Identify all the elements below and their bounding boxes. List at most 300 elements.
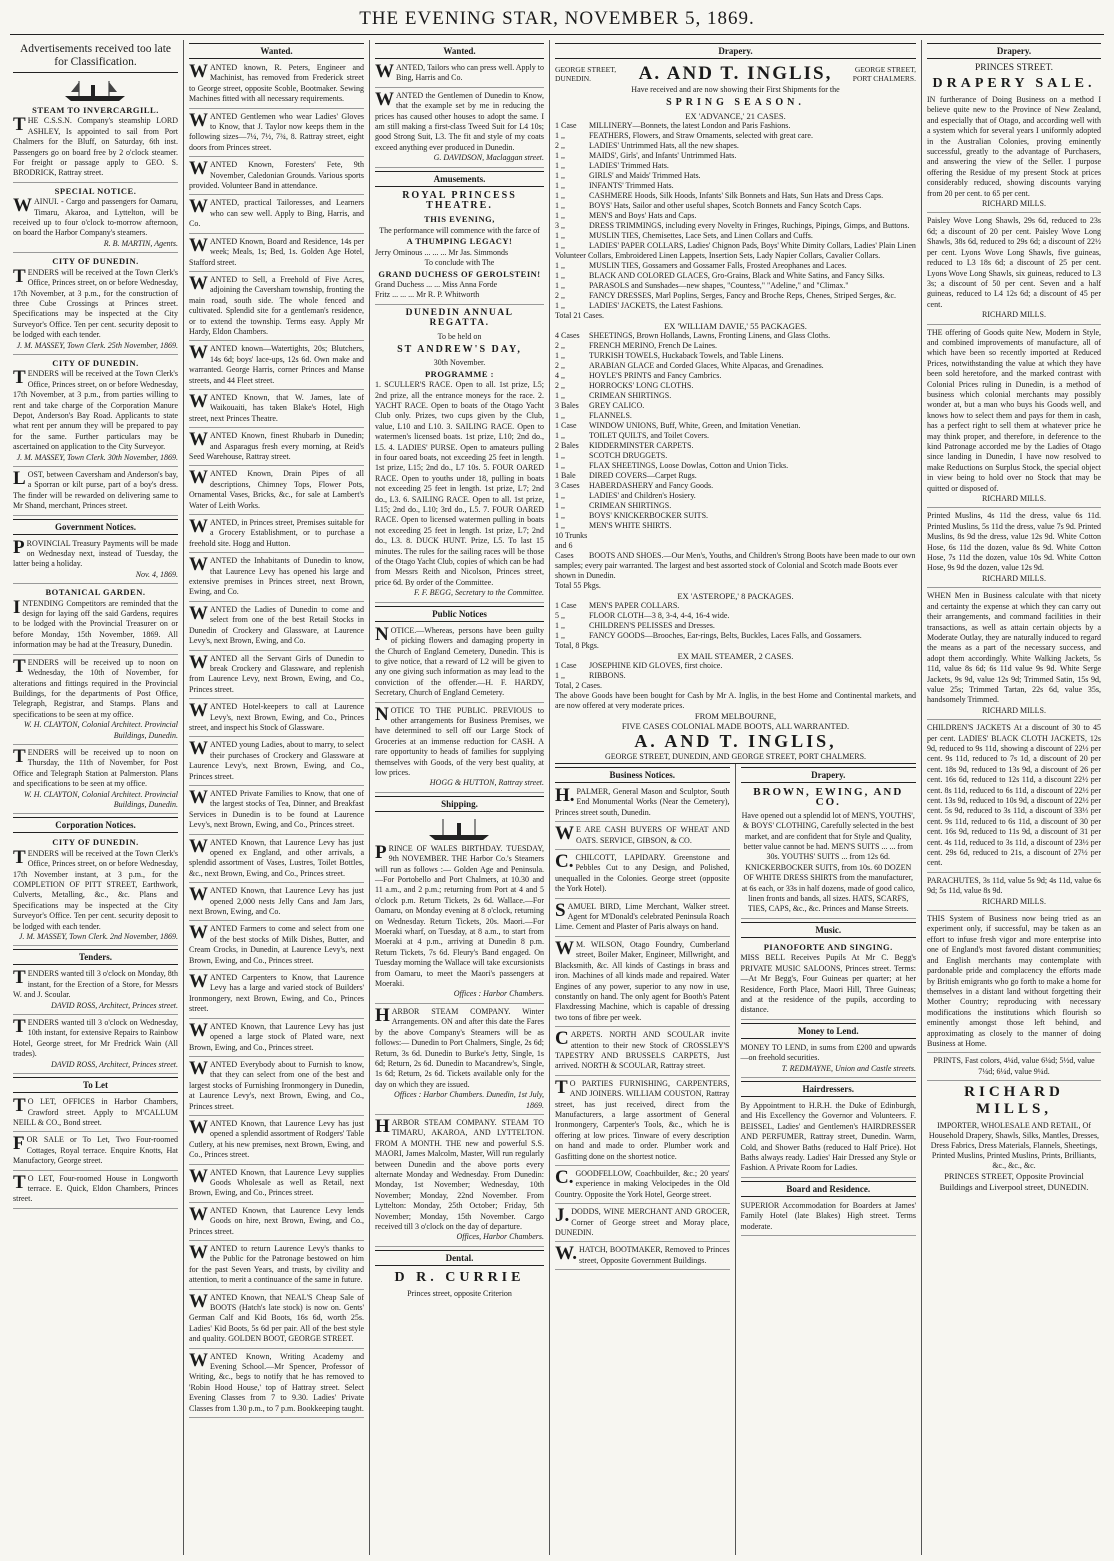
- item-description: FLANNELS.: [589, 411, 632, 420]
- theatre-cast-3: Fritz ... ... ... Mr R. P. Whitworth: [375, 290, 480, 300]
- item-quantity: 3 Cases: [555, 481, 580, 490]
- wanted-ad: [189, 431, 364, 466]
- theatre-evening: THIS EVENING,: [424, 214, 495, 225]
- wanted-list-2: [375, 63, 544, 168]
- item-quantity: 1 ,,: [555, 431, 565, 440]
- late-ad-signature: J. M. MASSEY, Town Clerk. 25th November, 1869.: [16, 340, 178, 350]
- wanted-ad: [189, 1057, 364, 1116]
- business-notice: [555, 853, 730, 899]
- late-ad-heading: STEAM TO INVERCARGILL.: [32, 105, 159, 115]
- wanted-ad: [189, 198, 364, 233]
- business-notices-heading: Business Notices.: [555, 767, 730, 783]
- steamship-icon: [61, 77, 131, 103]
- item-description: DIRED COVERS—Carpet Rugs.: [589, 471, 697, 480]
- public-notice: [375, 623, 544, 703]
- drapery-heading-3: Drapery.: [927, 43, 1101, 59]
- business-notices-list: [555, 787, 730, 1270]
- public-notices-list: [375, 623, 544, 793]
- item-quantity: 2 ,,: [555, 381, 565, 390]
- item-quantity: 1 ,,: [555, 301, 565, 310]
- item-description: FEATHERS, Flowers, and Straw Ornaments, selected with great care.: [589, 131, 813, 140]
- item-quantity: 5 ,,: [555, 611, 565, 620]
- theatre-conclude: To conclude with The: [424, 258, 495, 268]
- late-ad-heading: CITY OF DUNEDIN.: [52, 256, 139, 267]
- item-description: BOYS' KNICKERBOCKER SUITS.: [589, 511, 709, 520]
- business-notice: [555, 1030, 730, 1076]
- wanted-ad: [189, 556, 364, 602]
- item-description: FRENCH MERINO, French De Laines.: [589, 341, 717, 350]
- drapery-line-item: [555, 441, 916, 451]
- ship-1-title: EX 'ADVANCE,' 21 CASES.: [685, 111, 786, 121]
- mills-p9-text: PRINTS, Fast colors, 4¼d, value 6¼d; 5½d, value 7¼d; 6¼d, value 9¼d.: [933, 1056, 1095, 1076]
- late-ad: [13, 470, 178, 516]
- item-description: DRESS TRIMMINGS, including every Novelty in Fringes, Ruchings, Pipings, Gimps, and Buttons.: [589, 221, 910, 230]
- business-notice: [555, 1245, 730, 1270]
- to-let-list: [13, 1097, 178, 1209]
- item-description: FANCY DRESSES, Marl Poplins, Serges, Fancy and Broche Reps, Chenes, Striped Serges, &c.: [589, 291, 897, 300]
- business-notice-text: C.CHILCOTT, LAPIDARY. Greenstone and Pebbles Cut to any Design, and Polished, unequalled in the Colonies. George street (opposite the York Hotel).: [555, 851, 730, 894]
- business-notice-text: TO PARTIES FURNISHING, CARPENTERS, AND JOINERS. WILLIAM COUSTON, Rattray street, has just received, direct from the Manufacturers, a large assortment of General Ironmongery, Carpenter's Tools, &c., which he is offering at low prices. Tinware of every description on hand and made to order. Plumber work and Gasfitting done on the shortest notice.: [555, 1076, 730, 1161]
- business-notice: [555, 1207, 730, 1242]
- item-quantity: 1 ,,: [555, 621, 565, 630]
- to-let-ad: [13, 1135, 178, 1170]
- drapery-line-item: [555, 491, 916, 501]
- mills-p9: [927, 1056, 1101, 1081]
- item-description: GREY CALICO.: [589, 401, 645, 410]
- mills-sig-2: RICHARD MILLS.: [981, 310, 1046, 320]
- item-quantity: 4 Cases: [555, 331, 580, 340]
- regatta-day: ST ANDREW'S DAY,: [397, 343, 522, 355]
- ship-1-items: [555, 121, 916, 311]
- ship-2-total: Total 55 Pkgs.: [555, 581, 601, 590]
- drapery-line-item: [555, 601, 916, 611]
- wanted-ad: [189, 63, 364, 109]
- money-ad: [741, 1043, 917, 1078]
- late-ads-list: [13, 105, 178, 516]
- item-description: LADIES' Trimmed Hats.: [589, 161, 669, 170]
- wanted-ad: [189, 469, 364, 515]
- drapery-line-item: [555, 201, 916, 211]
- item-description: FLAX SHEETINGS, Loose Dowlas, Cotton and Union Ticks.: [589, 461, 789, 470]
- column-6: [922, 40, 1106, 1555]
- drapery-line-item: [555, 351, 916, 361]
- inglis-season: SPRING SEASON.: [666, 97, 805, 108]
- theatre-opera: GRAND DUCHESS OF GEROLSTEIN!: [378, 268, 541, 279]
- drapery-line-item: [555, 661, 916, 671]
- item-quantity: 1 ,,: [555, 161, 565, 170]
- item-description: MEN'S and Boys' Hats and Caps.: [589, 211, 697, 220]
- amusements-heading: Amusements.: [375, 171, 544, 187]
- ship-4-total: Total, 2 Cases.: [555, 681, 602, 690]
- column-4-5: [550, 40, 922, 1555]
- wanted-ad: [189, 1116, 364, 1165]
- drapery-line-item: [555, 121, 916, 131]
- wanted-ad: [189, 390, 364, 428]
- item-quantity: 1 Case: [555, 121, 577, 130]
- government-notice: [13, 587, 178, 654]
- mills-p1-text: IN furtherance of Doing Business on a method I believe quite new to the Province of New Zealand, and especially that of Otago, and according well with a system which for several years I uniformly adopted in the Australian Colonies, proving eminently successful, greatly to the advantage of Purchasers, and answering the view of the Seller. I purpose offering the Residue of my present Stock at prices considerably reduced, showing discounts varying from 20 per cent. to 65 per cent.: [927, 95, 1101, 198]
- wanted-ad-text: WANTED Known, Board and Residence, 14s per week; Meals, 1s; Bed, 1s. Golden Age Hotel, Stafford street.: [189, 234, 364, 267]
- inglis-firm: A. AND T. INGLIS,: [638, 63, 833, 84]
- late-ad: [13, 358, 178, 467]
- wanted-ad-text: WANTED known, R. Peters, Engineer and Machinist, has removed from Frederick street to George street, opposite Scoble, Bootmaker. Sewing Machines fitted with all necessary requirements.: [189, 61, 364, 104]
- regatta-sign: F. F. BEGG, Secretary to the Committee.: [413, 588, 544, 598]
- tenders-heading: Tenders.: [13, 949, 178, 965]
- late-ad-signature: J. M. MASSEY, Town Clerk. 30th November, 1869.: [16, 452, 178, 462]
- item-quantity: 1 ,,: [555, 151, 565, 160]
- item-quantity: 1 ,,: [555, 501, 565, 510]
- item-quantity: 2 ,,: [555, 291, 565, 300]
- government-notice-signature: W. H. CLAYTON, Colonial Architect. Provincial Buildings, Dunedin.: [23, 720, 178, 740]
- mills-sig-1: RICHARD MILLS.: [981, 199, 1046, 209]
- item-quantity: 2 ,,: [555, 141, 565, 150]
- item-quantity: 1 ,,: [555, 631, 565, 640]
- item-quantity: 1 ,,: [555, 391, 565, 400]
- ship-3-title: EX 'ASTEROPE,' 8 PACKAGES.: [677, 591, 794, 601]
- business-notice: [555, 1076, 730, 1166]
- item-description: MEN'S WHITE SHIRTS.: [589, 521, 672, 530]
- wanted-ad-text: WANTED Farmers to come and select from one of the best stocks of Milk Dishes, Butter, and Cream Crocks, in Dunedin, at Laurence Levy's, next Brown, Ewing, and Co., Princes street.: [189, 922, 364, 965]
- hairdresser-text: By Appointment to H.R.H. the Duke of Edinburgh, and His Excellency the Governor and Volunteers. F. BEISSEL, Ladies' and Gentlemen's HAIRDRESSER AND PERFUMER, Rattray street, Dunedin. Warm, Cold, and Shower Baths (reduced to Half Price). Hot Baths always ready. Ladies' Hair Dressed any Style or Fashion. A Private Room for Ladies.: [740, 1100, 916, 1173]
- wanted-ad: [189, 160, 364, 195]
- ship-4-title: EX MAIL STEAMER, 2 CASES.: [677, 651, 794, 661]
- wanted-heading: Wanted.: [189, 43, 364, 59]
- wanted-ad-text: WANTED Known, that Laurence Levy has just opened a splendid assortment of Rodgers' Table Cutlery, at his new premises, next Brown, Ewing, and Co., Princes street.: [189, 1116, 364, 1160]
- business-notice-text: WE ARE CASH BUYERS OF WHEAT AND OATS. SERVICE, GIBSON, & CO.: [555, 823, 730, 845]
- drapery-line-item: [555, 411, 916, 421]
- brown-ewing-text: Have opened out a splendid lot of MEN'S, YOUTHS', & BOYS' CLOTHING, Carefully selected in the best market, and are confident that for Style and Quality, better value cannot be had. MEN'S SUITS ... ... from 30s. YOUTHS' SUITS ... from 12s 6d. KNICKERBOCKER SUITS, from 10s. 60 DOZEN OF WHITE DRESS SHIRTS from the manufacturer, at 6s each, or 33s in half dozens, made of good calico, linen fronts and bands, all sizes. HATS, SCARFS, TIES, CAPS, &c., &c. Princes and Manse Streets.: [741, 810, 915, 914]
- late-ad: [13, 105, 178, 183]
- drapery-line-item: [555, 631, 916, 641]
- mills-p4: [927, 511, 1101, 588]
- theatre-name: ROYAL PRINCESS THEATRE.: [402, 189, 517, 212]
- item-description: LADIES' and Children's Hosiery.: [589, 491, 696, 500]
- item-quantity: 1 ,,: [555, 201, 565, 210]
- drapery-line-item: [555, 331, 916, 341]
- government-notices-list: [13, 536, 178, 815]
- business-notice-text: C.GOODFELLOW, Coachbuilder, &c.; 20 years' experience in making Velocipedes in the Old Country. Opposite the York Hotel, George street.: [555, 1167, 730, 1199]
- item-description: RIBBONS.: [589, 671, 626, 680]
- to-let-ad: [13, 1097, 178, 1132]
- drapery-line-item: [555, 301, 916, 311]
- item-quantity: 2 ,,: [555, 341, 565, 350]
- wanted-list: [189, 63, 364, 1418]
- item-quantity: 1 ,,: [555, 261, 565, 270]
- corporation-notice-heading: CITY OF DUNEDIN.: [52, 837, 139, 848]
- inglis-header: [555, 63, 916, 85]
- board-text: SUPERIOR Accommodation for Boarders at James' Family Hotel (late Blakes) High street. Terms moderate.: [740, 1200, 916, 1231]
- mills-sig-4: RICHARD MILLS.: [981, 573, 1046, 583]
- public-notice-text: NOTICE.—Whereas, persons have been guilty of picking flowers and damaging property in the Church of England Cemetery, Dunedin. This is to give notice, that a reward of L2 will be given to any one giving such information as may lead to the conviction of the offender.—H. F. HARDY, Secretary, Church of England Cemetery.: [375, 623, 544, 698]
- column-2: [184, 40, 370, 1555]
- wanted-ad-text: WANTED Everybody about to Furnish to know, that they can select from one of the best and largest stocks of Furnishing Ironmongery in Dunedin, at Laurence Levy's, next Brown, Ewing, and Co., Princes street.: [189, 1057, 364, 1111]
- item-quantity: 1 ,,: [555, 521, 565, 530]
- wanted-ad: [189, 835, 364, 884]
- public-notices-heading: Public Notices: [375, 606, 544, 622]
- drapery-line-item: [555, 671, 916, 681]
- mills-p5: [927, 591, 1101, 720]
- drapery-line-item: [555, 221, 916, 231]
- item-quantity: 1 ,,: [555, 131, 565, 140]
- steamer-icon: [425, 816, 495, 842]
- business-notice-text: W.HATCH, BOOTMAKER, Removed to Princes street, Opposite Government Buildings.: [555, 1243, 730, 1265]
- regatta-held: To be held on: [437, 331, 482, 341]
- item-description: BOYS' Hats, Sailor and other useful shapes, Scotch Bonnets and Fancy Scotch Caps.: [589, 201, 862, 210]
- lower-split: [550, 764, 921, 1555]
- business-notice: [555, 787, 730, 822]
- wanted-ad: [189, 109, 364, 158]
- business-notice-text: SAMUEL BIRD, Lime Merchant, Walker street. Agent for M'Donald's celebrated Peninsula Roach Lime. Cement and Plaster of Paris always on hand.: [555, 899, 730, 932]
- ship-2-title: EX 'WILLIAM DAVIE,' 55 PACKAGES.: [664, 321, 807, 331]
- shipping-ad-signature: Offices, Harbor Chambers.: [456, 1232, 544, 1242]
- corporation-notices-list: [13, 837, 178, 946]
- drapery-line-item: [555, 501, 916, 511]
- inglis-firm-footer: A. AND T. INGLIS,: [634, 731, 837, 751]
- shipping-ad-text: HARBOR STEAM COMPANY. STEAM TO TIMARU, AKAROA, AND LYTTELTON. FROM A MONTH. THE new and powerful S.S. MAORI, James Malcolm, Master, Will run regularly between Dunedin and the above ports every alternate Monday and Wednesday. From Dunedin: Monday, 1st November; Wednesday, 10th November; Monday, 22nd November. From Lyttelton: Monday, 25th October; Friday, 5th November; Monday, 15th November. Cargo received till 3 o'clock on the day of departure.: [375, 1115, 544, 1231]
- drapery-heading-2: Drapery.: [741, 767, 917, 783]
- drapery-line-item: [555, 391, 916, 401]
- wanted-ad: [189, 1290, 364, 1349]
- theatre-ad: [375, 191, 544, 305]
- wanted-ad: [189, 1019, 364, 1057]
- drapery-line-item: [555, 381, 916, 391]
- wanted-ad-text: WANTED, practical Tailoresses, and Learners who can sew well. Apply to Bing, Harris, and Co.: [189, 196, 364, 229]
- shipping-ad-text: PRINCE OF WALES BIRTHDAY. TUESDAY, 9th NOVEMBER. THE Harbor Co.'s Steamers will run as follows :— Golden Age and Peninsula.—For Portobello and Port Chalmers, at 10.30 and 11 a.m., and 2 p.m.; returning from Port at 4 and 5 o'clock p.m. Return Tickets, 2s 6d. Wallace.—For Oamaru, on Monday evening at 8 o'clock, returning on Wednesday. Return Tickets, 20s. Maori.—For Moeraki wharf, on Tuesday, at 8 a.m., to start from Moeraki at 4 p.m., arriving at Dunedin 8 p.m. Return Tickets, 7s 6d. Fleury's Band engaged. On Tuesday morning the Wallace will take excursionists from Oamaru, to meet the Maori's passengers at Moeraki.: [375, 841, 544, 989]
- corporation-notice-signature: J. M. MASSEY, Town Clerk. 2nd November, 1869.: [18, 932, 178, 942]
- item-quantity: 3 Bales: [555, 401, 579, 410]
- wanted-ad: [189, 518, 364, 553]
- item-description: CRIMEAN SHIRTINGS.: [589, 391, 672, 400]
- business-notice-text: WM. WILSON, Otago Foundry, Cumberland street, Boiler Maker, Engineer, Millwright, and Blacksmith, &c. All kinds of Castings in brass and iron. Machines of all kinds made and repaired. Water Engines of any power, superior to any now in use, constantly on hand. The only agent for Booth's Patent Flaxdressing Machine, which is capable of dressing two tons of fibre per week.: [555, 937, 730, 1022]
- government-notice-text: PROVINCIAL Treasury Payments will be made on Wednesday next, instead of Tuesday, the latter being a holiday.: [13, 536, 178, 569]
- late-ad-text: WAINUI. - Cargo and passengers for Oamaru, Timaru, Akaroa, and Lyttelton, will be received up to four o'clock to-morrow afternoon, on board the Harbor Company's steamers.: [13, 195, 178, 238]
- money-text: MONEY TO LEND, in sums from £200 and upwards—on freehold securities.: [740, 1042, 916, 1063]
- business-notice: [555, 937, 730, 1027]
- to-let-ad-text: TO LET, OFFICES in Harbor Chambers, Crawford street. Apply to M'CALLUM NEILL & CO., Bond street.: [13, 1095, 178, 1127]
- late-ad: [13, 186, 178, 253]
- government-notice: [13, 536, 178, 585]
- inglis-intro: Have received and are now showing their First Shipments for the: [631, 85, 840, 94]
- wanted-ad-text: WANTED to Sell, a Freehold of Five Acres, adjoining the Caversham township, fronting the main road, south side. The whole fenced and cultivated. Splendid site for a gentleman's residence, or to extend the township. Terms easy. Apply Mr Hardy, Eldon Chambers.: [189, 272, 364, 336]
- mills-p2-text: Paisley Wove Long Shawls, 29s 6d, reduced to 23s 6d; a discount of 20 per cent. Paisley Wove Long Shawls, 38s 6d, reduced to 29s 6d; a discount of 22½ per cent. Lyons Wove Long Shawls, five guineas, reduced to L3 18s 6d; a discount of 25 per cent. Lyons Wove Long Shawls, six guineas, reduced to L3 3s; a discount of 50 per cent. Seven and a half guineas, reduced to L4 12s 6d; a discount of 45 per cent.: [927, 216, 1101, 309]
- shipping-ad-text: HARBOR STEAM COMPANY. Winter Arrangements. ON and after this date the Fares by the above Company's Steamers will be as follows:— Dunedin to Port Chalmers, Single, 2s 6d; Return, 3s 6d. Dunedin to Burke's Jetty, Single, 1s 6d; Return, 2s 6d. Dunedin to Macandrew's, Single, 1s 6d; Return, 2s 6d. Tickets available only for the day on which they are issued.: [375, 1004, 544, 1089]
- princes-street: PRINCES STREET.: [975, 63, 1053, 73]
- corporation-notice-text: TENDERS will be received at the Town Clerk's Office, Princes street, on or before Wednesday, 17th November instant, at 3 p.m., for the COMPLETION OF PITT STREET, Earthwork, Culverts, Metalling, &c., &c. Plans and Specifications may be inspected at the City Surveyor's Office. Ten per cent. security deposit to be lodged with each tender.: [13, 846, 178, 931]
- wanted-ad-text: WANTED, in Princes street, Premises suitable for a Grocery Establishment, or to purchase a freehold site. Hogg and Hutton.: [189, 516, 364, 548]
- item-description: CASHMERE Hoods, Silk Hoods, Infants' Silk Bonnets and Hats, Sun Hats and Dress Caps.: [589, 191, 884, 200]
- wanted-ad-text: WANTED Known, Writing Academy and Evening School.—Mr Spencer, Professor of Writing, &c., begs to notify that he has removed to 'Robin Hood House,' top of Hattray street. Select Evening Classes from 7 to 9.30. Ladies' Private Classes from 1.30 p.m., to 7 p.m. Bookkeeping taught.: [189, 1349, 364, 1413]
- wanted-ad: [189, 602, 364, 651]
- drapery-line-item: [555, 471, 916, 481]
- government-notice-signature: W. H. CLAYTON, Colonial Architect. Provincial Buildings, Dunedin.: [23, 789, 178, 809]
- drapery-line-item: [555, 281, 916, 291]
- music-title: PIANOFORTE AND SINGING.: [763, 941, 893, 952]
- mills-p8: [927, 914, 1101, 1053]
- item-description: CRIMEAN SHIRTINGS.: [589, 501, 672, 510]
- late-ads-heading: Advertisements received too late for Classification.: [13, 43, 178, 73]
- wanted-ad-text: WANTED known—Watertights, 20s; Blutchers, 14s 6d; boys' lace-ups, 12s 6d. Own make and warranted. George Harris, corner Princes and Manse streets, and 44 Fleet street.: [189, 342, 364, 385]
- item-description: SCOTCH DRUGGETS.: [589, 451, 668, 460]
- item-description: WINDOW UNIONS, Buff, White, Green, and Imitation Venetian.: [589, 421, 801, 430]
- item-description: INFANTS' Trimmed Hats.: [589, 181, 674, 190]
- to-let-ad-text: TO LET, Four-roomed House in Longworth terrace. E. Quick, Eldon Chambers, Princes street.: [13, 1171, 178, 1204]
- drapery-line-item: [555, 211, 916, 221]
- wanted-ad-text: WANTED Known, that Laurence Levy supplies Goods Wholesale as well as Retail, next Brown, Ewing, and Co., Princes street.: [189, 1165, 364, 1198]
- late-ad-text: TENDERS will be received at the Town Clerk's Office, Princes street, on or before Wednesday, 17th November, at 3 p.m., for the construction of three Cube Crossings at Princes street. Specifications may be inspected at the City Surveyor's Office. Ten per cent. security deposit to be lodged with each tender.: [13, 265, 178, 340]
- drapery-line-item: [555, 511, 916, 521]
- business-notice-text: H.PALMER, General Mason and Sculptor, South End Monumental Works (Near the Cemetery), Princes street south, Dunedin.: [555, 785, 730, 817]
- late-ad: [13, 256, 178, 355]
- drapery-line-item: [555, 161, 916, 171]
- wanted-ad: [189, 1349, 364, 1418]
- item-description: MUSLIN TIES, Gossamers and Gossamer Falls, Frosted Areophanes and Laces.: [589, 261, 847, 270]
- wanted-ad-text: WANTED young Ladies, about to marry, to select their purchases of Crockery and Glassware at Laurence Levy's, next Brown, Ewing, and Co., Princes street.: [189, 738, 364, 781]
- tender-notice: [13, 969, 178, 1015]
- item-description: HORROCKS' LONG CLOTHS.: [589, 381, 694, 390]
- regatta-name: DUNEDIN ANNUAL REGATTA.: [405, 307, 514, 329]
- ship-3-items: [555, 601, 916, 641]
- item-quantity: 1 ,,: [555, 281, 565, 290]
- wanted-ad-text: WANTED Known, that NEAL'S Cheap Sale of BOOTS (Hatch's late stock) is now on. Gents' German Calf and Kid Boots, 16s 6d, worth 25s. Ladies' Kid Boots, 5s 6d per pair. All of the best style and quality. GOLDEN BOOT, GEORGE STREET.: [189, 1290, 364, 1344]
- theatre-cast-2: Grand Duchess ... ... Miss Anna Forde: [375, 279, 498, 289]
- shipping-heading: Shipping.: [375, 796, 544, 812]
- to-let-ad: [13, 1171, 178, 1209]
- column-1: [8, 40, 184, 1555]
- drapery-line-item: [555, 621, 916, 631]
- late-ad-signature: R. B. MARTIN, Agents.: [103, 238, 178, 248]
- tender-notice-text: TENDERS wanted till 3 o'clock on Wednesday, 10th instant, for extensive Repairs to Rainbow Hotel, George street, for Mr Fredrick Wain (All trades).: [13, 1016, 178, 1059]
- column-5-lower: [736, 764, 922, 1555]
- item-description: KIDDERMINSTER CARPETS.: [589, 441, 694, 450]
- item-description: CHILDREN'S PELISSES and Dresses.: [589, 621, 715, 630]
- inglis-melbourne: FROM MELBOURNE,: [694, 711, 777, 721]
- late-ad-text: THE C.S.S.N. Company's steamship LORD ASHLEY, Is appointed to sail from Port Chalmers for the Bluff, on Saturday, 6th inst. Passengers go on board free by 2 o'clock steamer. For freight or passage apply to GEO. S. BRODRICK, Rattray street.: [13, 114, 178, 178]
- to-let-heading: To Let: [13, 1077, 178, 1093]
- inglis-ad: [550, 40, 921, 764]
- inglis-address-footer: GEORGE STREET, DUNEDIN, AND GEORGE STREET, PORT CHALMERS.: [555, 752, 916, 764]
- item-description: LADIES' PAPER COLLARS, Ladies' Chignon Pads, Boys' White Dimity Collars, Ladies' Plain Linen Volunteer Collars, Embroidered Linen Lappets, Insertion Sets, Lady Napier Collars, Cavalier Collars.: [555, 241, 916, 260]
- government-notice-signature: Nov. 4, 1869.: [135, 569, 178, 579]
- item-description: MILLINERY—Bonnets, the latest London and Paris Fashions.: [589, 121, 791, 130]
- mills-sig-3: RICHARD MILLS.: [981, 494, 1046, 504]
- item-quantity: 1 Case: [555, 661, 577, 670]
- wanted-ad-text: WANTED Known, that Laurence Levy has just opened ex England, and other arrivals, a splendid assortment of Vases, Lustres, Toilet Bottles, &c., next Brown, Ewing, and Co., Princes street.: [189, 835, 364, 878]
- wanted-ad: [189, 1165, 364, 1203]
- theatre-farce: A THUMPING LEGACY!: [406, 236, 513, 247]
- item-description: PARASOLS and Sunshades—new shapes, "Countess," "Adeline," and "Climax.": [589, 281, 849, 290]
- drapery-line-item: [555, 431, 916, 441]
- business-notice: [555, 825, 730, 850]
- item-quantity: 1 ,,: [555, 181, 565, 190]
- mills-p2: [927, 216, 1101, 324]
- music-ad: [741, 942, 917, 1020]
- drapery-heading: Drapery.: [555, 43, 916, 59]
- dental-heading: Dental.: [375, 1250, 544, 1266]
- wanted-ad-2-text: WANTED, Tailors who can press well. Apply to Bing, Harris and Co.: [375, 61, 544, 83]
- drapery-line-item: [555, 611, 916, 621]
- drapery-line-item: [555, 151, 916, 161]
- drapery-line-item: [555, 171, 916, 181]
- ship-3-total: Total, 8 Pkgs.: [555, 641, 599, 650]
- tenders-list: [13, 969, 178, 1074]
- wanted-ad-2-signature: G. DAVIDSON, Maclaggan street.: [433, 153, 544, 163]
- business-notice: [555, 899, 730, 937]
- item-quantity: 2 ,,: [555, 361, 565, 370]
- item-description: FLOOR CLOTH—3 8, 3-4, 4-4, 16-4 wide.: [589, 611, 730, 620]
- drapery-line-item: [555, 271, 916, 281]
- drapery-line-item: [555, 291, 916, 301]
- mills-name-footer: RICHARD MILLS,: [964, 1084, 1064, 1118]
- item-description: JOSEPHINE KID GLOVES, first choice.: [589, 661, 723, 670]
- wanted-ad-text: WANTED Known, that W. James, late of Waikouaiti, has taken Blake's Hotel, High street, next Princes Theatre.: [189, 390, 364, 423]
- public-notice: [375, 703, 544, 793]
- shipping-ad: [375, 1115, 544, 1247]
- money-heading: Money to Lend.: [741, 1023, 917, 1039]
- government-notice: [13, 655, 178, 745]
- wanted-ad-text: WANTED Gentlemen who wear Ladies' Gloves to Know, that J. Taylor now keeps them in the following sizes—7¼, 7½, 7¾, 8. Rattray street, eight doors from Princes street.: [189, 109, 364, 152]
- business-notice-text: J.DODDS, WINE MERCHANT AND GROCER, Corner of George street and Moray place, DUNEDIN.: [555, 1205, 730, 1238]
- columns: [8, 40, 1106, 1555]
- item-description: MEN'S PAPER COLLARS.: [589, 601, 680, 610]
- drapery-line-item: [555, 191, 916, 201]
- drapery-line-item: [555, 531, 916, 581]
- item-quantity: 1 Bale: [555, 471, 576, 480]
- ship-2-items: [555, 331, 916, 581]
- mills-p3: [927, 328, 1101, 509]
- item-quantity: 1 Case: [555, 421, 577, 430]
- wanted-ad: [189, 234, 364, 272]
- wanted-ad-text: WANTED to return Laurence Levy's thanks to the Public for the Patronage bestowed on him for the past Seven Years, and trusts, by civility and attention, to merit a continuance of the same in future.: [189, 1242, 364, 1285]
- drapery-line-item: [555, 341, 916, 351]
- mills-p6: [927, 723, 1101, 873]
- tender-notice-signature: DAVID ROSS, Architect, Princes street.: [50, 1059, 178, 1069]
- wanted-ad-text: WANTED Carpenters to Know, that Laurence Levy has a large and varied stock of Builders' Ironmongery, next Brown, Ewing, and Co., Princes street.: [189, 971, 364, 1014]
- shipping-list: [375, 841, 544, 1247]
- business-notice: [555, 1169, 730, 1204]
- wanted-ad-text: WANTED all the Servant Girls of Dunedin to break Crockery and Glassware, and replenish from Laurence Levy, next Brown, Ewing, and Co., Princes street.: [189, 651, 364, 694]
- item-quantity: 1 ,,: [555, 491, 565, 500]
- item-description: MAIDS', Girls', and Infants' Untrimmed Hats.: [589, 151, 737, 160]
- dental-name: D R. CURRIE: [394, 1269, 525, 1285]
- board-heading: Board and Residence.: [741, 1181, 917, 1197]
- mills-p5-text: WHEN Men in Business calculate with that nicety and certainty the expense at which they can carry out their arrangements, and command facilities in their transactions, as well as attain certain objects by a Moderate Outlay, they are naturally induced to regard the means as a part of the necessary success, and adopt them accordingly. White Walking Jackets, 5s 11d, value 8s 6d; 6s 11d value 9s 9d. White Serge Jackets, 9s 9d, value 12s 9d; Trimmed Satin, 15s 9d, value 25s; Trimmed Tartan, 22s 6d, value 35s, handsomely Trimmed.: [927, 591, 1101, 705]
- music-text: MISS BELL Receives Pupils At Mr C. Begg's PRIVATE MUSIC SALOONS, Princes street. Terms:—At Mr Begg's, Four Guineas per quarter; at her Residence, Forth Place, Maori Hill, Three Guineas; and at the residence of the pupils, according to distance.: [740, 953, 916, 1015]
- ship-1-total: Total 21 Cases.: [555, 311, 604, 320]
- inglis-boots: FIVE CASES COLONIAL MADE BOOTS, ALL WARRANTED.: [621, 721, 850, 731]
- item-quantity: 1 ,,: [555, 271, 565, 280]
- drapery-line-item: [555, 421, 916, 431]
- drapery-line-item: [555, 181, 916, 191]
- regatta-ad: [375, 308, 544, 603]
- wanted-ad: [189, 924, 364, 970]
- regatta-programme: PROGRAMME :: [424, 368, 494, 379]
- item-quantity: 1 ,,: [555, 451, 565, 460]
- wanted-ad-text: WANTED Known, Foresters' Fete, 9th November, Caledonian Grounds. Various sports provided. Volunteer Band in attendance.: [189, 158, 364, 191]
- ship-4-items: [555, 661, 916, 681]
- item-quantity: 1 ,,: [555, 171, 565, 180]
- drapery-sale-title: DRAPERY SALE.: [932, 76, 1096, 91]
- wanted-ad-text: WANTED Known, that Laurence Levy lends Goods on hire, next Brown, Ewing, and Co., Princes street.: [189, 1203, 364, 1236]
- item-description: LADIES' Untrimmed Hats, all the new shapes.: [589, 141, 739, 150]
- drapery-line-item: [555, 231, 916, 241]
- shipping-ad-signature: Offices : Harbor Chambers.: [453, 989, 544, 999]
- drapery-line-item: [555, 131, 916, 141]
- wanted-ad: [189, 786, 364, 835]
- shipping-ad: [375, 841, 544, 1004]
- wanted-ad: [189, 272, 364, 341]
- mills-p7: [927, 876, 1101, 911]
- government-notice-text: TENDERS will be received up to noon on Thursday, the 11th of November, for Post Office and Telegraph Station at Palmerston. Plans and specifications to be seen at my office.: [13, 745, 178, 789]
